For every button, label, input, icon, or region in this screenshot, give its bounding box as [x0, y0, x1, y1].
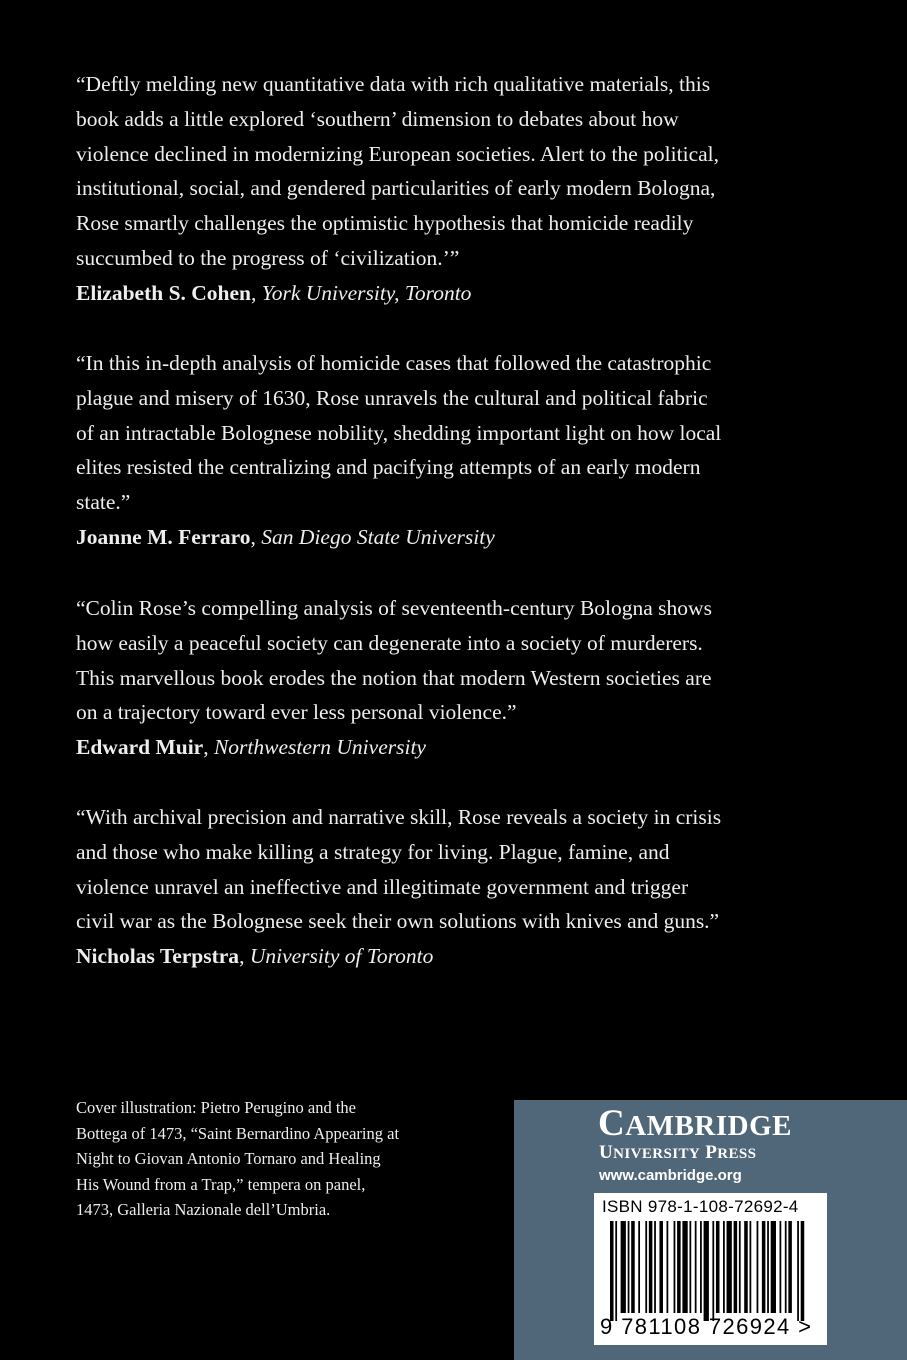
- quote-line: on a trajectory toward ever less personal violence.”: [76, 700, 517, 725]
- barcode-bar: [757, 1221, 759, 1313]
- barcode-bar: [750, 1221, 752, 1313]
- attribution-separator: ,: [251, 280, 262, 305]
- barcode-bar: [654, 1221, 656, 1313]
- barcode-bar: [645, 1221, 647, 1313]
- quote-line: Rose smartly challenges the optimistic hypothesis that homicide readily: [76, 211, 694, 236]
- credit-line: His Wound from a Trap,” tempera on panel,: [76, 1174, 366, 1194]
- blurb-quote: [76, 800, 776, 939]
- blurb-quote: [76, 67, 776, 276]
- barcode-bar: [682, 1221, 687, 1313]
- barcode-bar: [704, 1221, 709, 1321]
- publisher-panel: [514, 1100, 907, 1360]
- attribution-author: Edward Muir: [76, 735, 204, 760]
- blurb-quote: [76, 591, 776, 730]
- quote-line: “In this in-depth analysis of homicide cases that followed the catastrophic: [76, 351, 712, 375]
- quote-line: “Deftly melding new quantitative data with rich qualitative materials, this: [76, 72, 711, 96]
- barcode-bar: [689, 1221, 691, 1313]
- attribution-affiliation: University of Toronto: [249, 944, 434, 969]
- barcode-bar: [801, 1221, 805, 1321]
- publisher-name-initial: C: [598, 1103, 626, 1144]
- attribution-affiliation: York University, Toronto: [261, 280, 472, 305]
- barcode-bar: [615, 1221, 617, 1321]
- attribution-author: Nicholas Terpstra: [76, 944, 240, 969]
- quote-line: state.”: [76, 490, 131, 515]
- barcode-bar: [695, 1221, 697, 1313]
- publisher-subname-p: P: [705, 1142, 718, 1163]
- attribution-separator: ,: [250, 524, 262, 549]
- quote-line: violence declined in modernizing European societies. Alert to the political,: [76, 141, 720, 166]
- barcode-bar: [631, 1221, 635, 1313]
- publisher-url: www.cambridge.org: [599, 1167, 742, 1184]
- attribution-author: Elizabeth S. Cohen: [76, 280, 252, 305]
- blurb-attribution: [76, 520, 776, 555]
- quote-line: and those who make killing a strategy for living. Plague, famine, and: [76, 839, 670, 864]
- blurb-muir: [76, 591, 776, 765]
- barcode-bar: [723, 1221, 725, 1313]
- barcode-bar: [700, 1221, 702, 1313]
- credit-line: 1473, Galleria Nazionale dell’Umbria.: [76, 1200, 331, 1219]
- barcode-bar: [649, 1221, 653, 1313]
- barcode-bar: [674, 1221, 676, 1313]
- barcode-bar: [797, 1221, 799, 1321]
- isbn-label: ISBN 978-1-108-72692-4: [602, 1197, 799, 1216]
- barcode-bar: [788, 1221, 792, 1313]
- publisher-subname: [599, 1142, 756, 1165]
- attribution-author: Joanne M. Ferraro: [76, 524, 251, 549]
- publisher-name: [598, 1104, 792, 1146]
- quote-line: plague and misery of 1630, Rose unravels the cultural and political fabric: [76, 385, 708, 410]
- barcode-digits: 9 781108 726924 >: [600, 1314, 813, 1339]
- blurb-attribution: [76, 276, 776, 311]
- blurb-terpstra: [76, 800, 776, 974]
- credit-line: Night to Giovan Antonio Tornaro and Healing: [76, 1149, 381, 1168]
- barcode-bar: [667, 1221, 669, 1313]
- attribution-affiliation: Northwestern University: [213, 735, 426, 760]
- quote-line: how easily a peaceful society can degenerate into a society of murderers.: [76, 630, 703, 655]
- barcode-bar: [762, 1221, 766, 1313]
- barcode-bar: [771, 1221, 776, 1313]
- quote-line: book adds a little explored ‘southern’ dimension to debates about how: [76, 106, 679, 131]
- publisher-name-rest: AMBRIDGE: [625, 1110, 792, 1142]
- quote-line: “Colin Rose’s compelling analysis of seventeenth-century Bologna shows: [76, 596, 712, 620]
- barcode-bar: [739, 1221, 741, 1313]
- barcode-bar: [734, 1221, 738, 1313]
- quote-line: institutional, social, and gendered particularities of early modern Bologna,: [76, 176, 716, 201]
- barcode-bar: [780, 1221, 782, 1313]
- quote-line: of an intractable Bolognese nobility, shedding important light on how local: [76, 420, 722, 445]
- quote-line: violence unravel an ineffective and illegitimate government and trigger: [76, 874, 689, 899]
- publisher-subname-u: U: [599, 1142, 614, 1163]
- barcode-bar: [638, 1221, 640, 1313]
- attribution-affiliation: San Diego State University: [261, 524, 495, 549]
- attribution-separator: ,: [203, 735, 214, 760]
- barcode-bar: [659, 1221, 663, 1313]
- publisher-subname-niversity: NIVERSITY: [613, 1146, 701, 1162]
- barcode-bar: [677, 1221, 681, 1313]
- barcode-bar: [712, 1221, 714, 1321]
- quote-line: succumbed to the progress of ‘civilization.’”: [76, 245, 460, 270]
- quote-line: elites resisted the centralizing and pacifying attempts of an early modern: [76, 455, 701, 480]
- blurb-ferraro: [76, 346, 776, 555]
- credit-line: Bottega of 1473, “Saint Bernardino Appearing at: [76, 1123, 400, 1143]
- barcode-graphic: [610, 1221, 806, 1321]
- barcode-bar: [716, 1221, 720, 1313]
- attribution-separator: ,: [239, 944, 250, 969]
- blurb-quote: [76, 346, 776, 520]
- blurb-cohen: [76, 67, 776, 311]
- blurb-attribution: [76, 939, 776, 974]
- isbn-barcode-box: [594, 1193, 827, 1345]
- barcode-bar: [610, 1221, 614, 1321]
- barcode-bar: [727, 1221, 732, 1313]
- barcode-bar: [621, 1221, 626, 1313]
- quote-line: civil war as the Bolognese seek their own solutions with knives and guns.”: [76, 909, 720, 934]
- barcode-bar: [785, 1221, 787, 1313]
- quote-line: “With archival precision and narrative skill, Rose reveals a society in crisis: [76, 805, 722, 829]
- quote-line: This marvellous book erodes the notion that modern Western societies are: [76, 665, 712, 690]
- blurb-attribution: [76, 730, 776, 765]
- barcode-bar: [767, 1221, 769, 1313]
- cover-illustration-credit: [76, 1095, 456, 1223]
- credit-line: Cover illustration: Pietro Perugino and the: [76, 1098, 357, 1117]
- barcode-bar: [744, 1221, 748, 1313]
- barcode-bar: [628, 1221, 630, 1313]
- publisher-subname-ress: RESS: [717, 1146, 757, 1162]
